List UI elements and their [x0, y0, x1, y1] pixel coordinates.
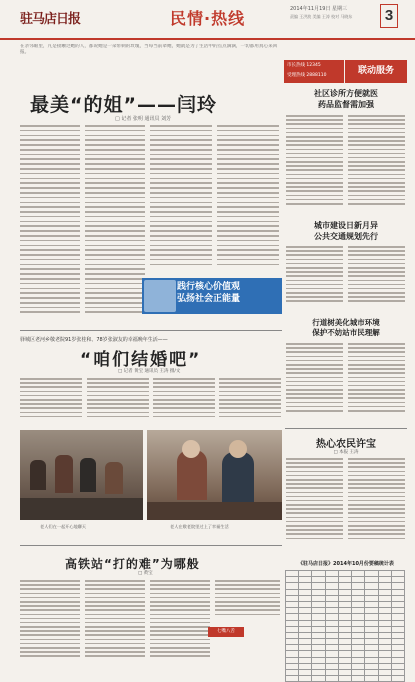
- section3-headline: 高铁站“打的难”为哪般: [65, 557, 200, 571]
- banner-line-1: 践行核心价值观: [177, 282, 241, 292]
- section-title: 民情·热线: [170, 9, 246, 28]
- photo-caption-1: 老人们在一起开心地聊天: [40, 524, 87, 529]
- section3-column-2: [85, 580, 145, 672]
- hotline-box: [284, 60, 344, 83]
- section2-column-4: [219, 378, 281, 426]
- banner-line-2: 弘扬社会正能量: [177, 294, 241, 304]
- sidebar-article-4-col-1: [286, 458, 343, 553]
- section2-pretitle: 驿城区老河乡敬老院91岁张桂和、78岁张淑友的幸福晚年生活——: [20, 337, 168, 343]
- issue-date: 2014年11月19日 星期三: [290, 6, 348, 12]
- sidebar-byline-4: □ 本报 王涛: [333, 450, 359, 455]
- section2-column-1: [20, 378, 82, 426]
- sidebar-headline-1: 社区诊所方便就医 药品监督需加强: [314, 89, 378, 109]
- section3-column-1: [20, 580, 80, 672]
- opinion-tag: 七嘴八舌: [208, 627, 244, 637]
- section2-headline: “咱们结婚吧”: [80, 350, 202, 370]
- newspaper-logo: 驻马店日报: [20, 12, 81, 27]
- stats-table: [285, 570, 405, 682]
- sidebar-article-3-col-2: [348, 343, 405, 421]
- sidebar-headline-2: 城市建设日新月异 公共交通规划先行: [314, 221, 378, 241]
- photo-elderly-group: [20, 430, 143, 520]
- section3-column-3: [150, 580, 210, 672]
- banner-people-image: [144, 280, 176, 312]
- lead-byline: □ 记者 张明 通讯员 刘芳: [115, 116, 172, 122]
- sidebar-headline-3: 行道树美化城市环境 保护不妨站市民理解: [312, 318, 380, 337]
- lead-article-column-1: [20, 125, 80, 325]
- photo-elderly-couple: [147, 430, 282, 520]
- hotline-1: 市长热线 12345: [287, 63, 321, 68]
- sidebar-article-2-col-2: [348, 246, 405, 310]
- lead-article-column-3: [150, 125, 212, 275]
- sidebar-article-1-col-1: [286, 115, 343, 215]
- sidebar-divider: [285, 428, 407, 429]
- section-divider-2: [20, 545, 282, 546]
- lead-intro: 在亲邻眼里，凡是接触过她的人，都说她是一朵带刺的玫瑰，当每当前辈她，她就是为了生活中的点点滴滴，一切都用真心来回报。: [20, 44, 278, 55]
- section3-byline: □ 黄宝: [138, 571, 153, 576]
- lead-article-column-2: [85, 125, 145, 325]
- stats-table-title: 《驻马店日报》2014年10月份要稿统计表: [298, 561, 394, 567]
- section-divider: [20, 330, 282, 331]
- editor-credits: 责编 王洪波 美编 王涛 校对 马晓东: [290, 14, 353, 19]
- page-number: 3: [380, 4, 398, 28]
- section2-column-3: [153, 378, 215, 426]
- hotline-2: 受理热线 2888110: [287, 73, 327, 78]
- service-label: 联动服务: [345, 60, 407, 83]
- core-values-banner: [142, 278, 282, 314]
- sidebar-article-3-col-1: [286, 343, 343, 421]
- photo-caption-2: 老人在敬老院里过上了幸福生活: [170, 524, 229, 529]
- sidebar-article-1-col-2: [348, 115, 405, 215]
- section3-column-4: [215, 580, 280, 624]
- section2-column-2: [87, 378, 149, 426]
- lead-headline: 最美“的姐”——闫玲: [30, 94, 217, 116]
- sidebar-article-2-col-1: [286, 246, 343, 310]
- sidebar-article-4-col-2: [348, 458, 405, 553]
- section2-byline: □ 记者 黄宝 通讯员 王涛 摄/文: [118, 369, 181, 374]
- sidebar-headline-4: 热心农民许宝: [316, 439, 376, 450]
- masthead: [0, 0, 415, 40]
- lead-article-column-4: [217, 125, 279, 275]
